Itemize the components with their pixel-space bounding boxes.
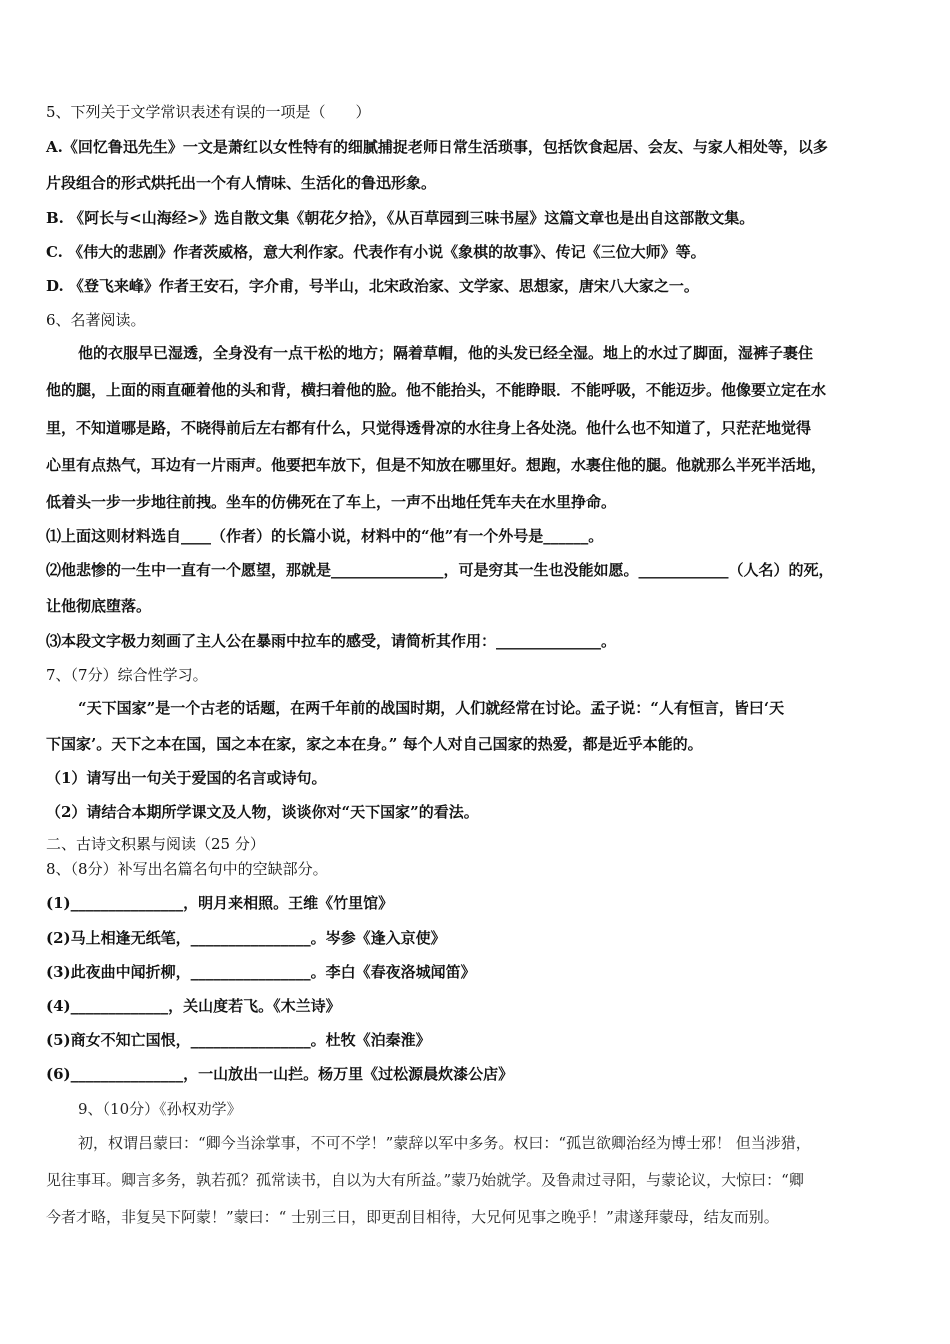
- q8-item-5: (5)商女不知亡国恨，________________。杜牧《泊秦淮》: [46, 1031, 431, 1049]
- q5-option-a-line1: A.《回忆鲁迅先生》一文是萧红以女性特有的细腻捕捉老师日常生活琐事，包括饮食起居、会友、与家人相处等，以多: [46, 138, 828, 156]
- q6-subquestion-2-line1: ⑵他悲惨的一生中一直有一个愿望，那就是_______________，可是穷其一生也没能如愿。____________（人名）的死，: [46, 561, 834, 579]
- q6-subquestion-1: ⑴上面这则材料选自____（作者）的长篇小说，材料中的“他”有一个外号是______。: [46, 527, 604, 545]
- q9-title: 9、（10分）《孙权劝学》: [78, 1100, 242, 1118]
- q6-subquestion-2-line2: 让他彻底堕落。: [46, 597, 152, 615]
- q7-passage-line1: “天下国家”是一个古老的话题，在两千年前的战国时期，人们就经常在讨论。孟子说：“人有恒言，皆曰‘天: [78, 699, 785, 717]
- q6-passage-line3: 里，不知道哪是路，不晓得前后左右都有什么，只觉得透骨凉的水往身上各处浇。他什么也不知道了，只茫茫地觉得: [46, 419, 812, 437]
- q6-passage-line1: 他的衣服早已湿透，全身没有一点干松的地方；隔着草帽，他的头发已经全湿。地上的水过了脚面，湿裤子裹住: [78, 344, 814, 362]
- q7-subquestion-1: （1）请写出一句关于爱国的名言或诗句。: [46, 769, 327, 787]
- q6-passage-line4: 心里有点热气，耳边有一片雨声。他要把车放下，但是不知放在哪里好。想跑，水裹住他的腿。他就那么半死半活地，: [46, 456, 827, 474]
- q5-option-d: D. 《登飞来峰》作者王安石，字介甫，号半山，北宋政治家、文学家、思想家，唐宋八大家之一。: [46, 277, 699, 295]
- q6-title: 6、名著阅读。: [46, 311, 146, 329]
- q8-item-6: (6)_______________，一山放出一山拦。杨万里《过松源晨炊漆公店》: [46, 1065, 514, 1083]
- section-2-title: 二、古诗文积累与阅读（25 分）: [46, 835, 265, 853]
- q7-title: 7、（7分）综合性学习。: [46, 666, 208, 684]
- q6-subquestion-3: ⑶本段文字极力刻画了主人公在暴雨中拉车的感受，请简析其作用：______________。: [46, 632, 617, 650]
- q8-item-4: (4)_____________，关山度若飞。《木兰诗》: [46, 997, 341, 1015]
- q8-item-3: (3)此夜曲中闻折柳，________________。李白《春夜洛城闻笛》: [46, 963, 476, 981]
- q8-item-1: (1)_______________，明月来相照。王维《竹里馆》: [46, 894, 394, 912]
- q7-passage-line2: 下国家’。天下之本在国，国之本在家，家之本在身。” 每个人对自己国家的热爱，都是近乎本能的。: [46, 735, 703, 753]
- q6-passage-line5: 低着头一步一步地往前拽。坐车的仿佛死在了车上，一声不出地任凭车夫在水里挣命。: [46, 493, 617, 511]
- q5-option-a-line2: 片段组合的形式烘托出一个有人情味、生活化的鲁迅形象。: [46, 174, 437, 192]
- q9-passage-line3: 今者才略，非复吴下阿蒙！”蒙曰：“ 士别三日，即更刮目相待，大兄何见事之晚乎！”肃遂拜蒙母，结友而别。: [46, 1208, 779, 1226]
- q9-passage-line1: 初，权谓吕蒙曰：“卿今当涂掌事，不可不学！”蒙辞以军中多务。权曰：“孤岂欲卿治经为博士邪！ 但当涉猎，: [78, 1134, 811, 1152]
- q8-item-2: (2)马上相逢无纸笔，________________。岑参《逢入京使》: [46, 929, 446, 947]
- q5-option-b: B. 《阿长与<山海经>》选自散文集《朝花夕拾》，《从百草园到三味书屋》这篇文章也是出自这部散文集。: [46, 209, 755, 227]
- q9-passage-line2: 见往事耳。卿言多务，孰若孤？孤常读书，自以为大有所益。”蒙乃始就学。及鲁肃过寻阳，与蒙论议，大惊曰：“卿: [46, 1171, 804, 1189]
- q7-subquestion-2: （2）请结合本期所学课文及人物，谈谈你对“天下国家”的看法。: [46, 803, 479, 821]
- q8-title: 8、（8分）补写出名篇名句中的空缺部分。: [46, 860, 328, 878]
- q5-title: 5、下列关于文学常识表述有误的一项是（ ）: [46, 103, 371, 121]
- q6-passage-line2: 他的腿，上面的雨直砸着他的头和背，横扫着他的脸。他不能抬头，不能睁眼．不能呼吸，不能迈步。他像要立定在水: [46, 381, 827, 399]
- q5-option-c: C. 《伟大的悲剧》作者茨威格，意大利作家。代表作有小说《象棋的故事》、传记《三位大师》等。: [46, 243, 706, 261]
